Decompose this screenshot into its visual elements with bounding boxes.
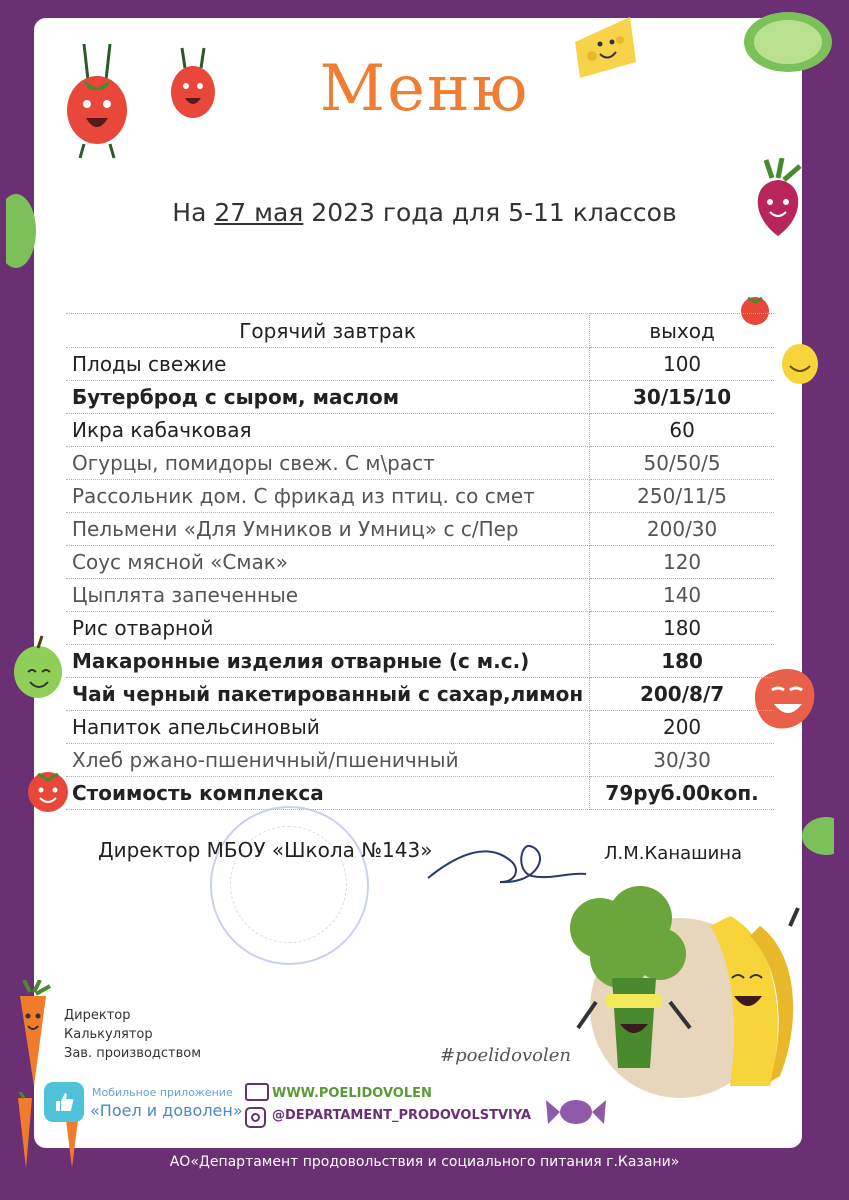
dish-yield: 200 bbox=[590, 711, 774, 744]
staff-list bbox=[64, 1006, 201, 1063]
dish-yield: 30/15/10 bbox=[590, 381, 774, 414]
menu-row bbox=[66, 480, 774, 513]
apple-icon bbox=[8, 632, 64, 702]
dish-name: Икра кабачковая bbox=[66, 414, 590, 447]
dish-name: Плоды свежие bbox=[66, 348, 590, 381]
staff-production-head: Зав. производством bbox=[64, 1046, 202, 1061]
menu-date-line bbox=[0, 198, 849, 227]
dish-yield: 79руб.00коп. bbox=[590, 777, 774, 810]
dish-name: Соус мясной «Смак» bbox=[66, 546, 590, 579]
column-header-yield: выход bbox=[590, 314, 774, 348]
candy-icon bbox=[544, 1092, 608, 1132]
subtitle-prefix: На bbox=[172, 198, 207, 227]
menu-row bbox=[66, 711, 774, 744]
hashtag: #poelidovolen bbox=[440, 1045, 571, 1066]
dish-name: Бутерброд с сыром, маслом bbox=[66, 381, 590, 414]
menu-date: 27 мая bbox=[214, 198, 304, 227]
carrot-icon bbox=[6, 980, 60, 1090]
dish-name: Пельмени «Для Умников и Умниц» с с/Пер bbox=[66, 513, 590, 546]
dish-yield: 200/30 bbox=[590, 513, 774, 546]
app-caption: Мобильное приложение bbox=[92, 1086, 233, 1099]
tomato-icon bbox=[24, 766, 72, 814]
menu-table-body bbox=[66, 348, 774, 810]
instagram-icon bbox=[245, 1107, 266, 1128]
menu-row bbox=[66, 513, 774, 546]
dish-yield: 200/8/7 bbox=[590, 678, 774, 711]
dish-yield: 140 bbox=[590, 579, 774, 612]
menu-row bbox=[66, 612, 774, 645]
menu-row bbox=[66, 744, 774, 777]
app-name: «Поел и доволен» bbox=[90, 1101, 243, 1120]
page-title: Меню bbox=[319, 52, 530, 126]
dish-name: Чай черный пакетированный с сахар,лимон bbox=[66, 678, 590, 711]
menu-table bbox=[66, 313, 774, 810]
menu-row bbox=[66, 678, 774, 711]
instagram-link[interactable]: @DEPARTAMENT_PRODOVOLSTVIYA bbox=[272, 1108, 532, 1123]
menu-row bbox=[66, 381, 774, 414]
dish-name: Рис отварной bbox=[66, 612, 590, 645]
subtitle-suffix: 2023 года для 5-11 классов bbox=[311, 198, 677, 227]
menu-row bbox=[66, 447, 774, 480]
dish-yield: 120 bbox=[590, 546, 774, 579]
cucumber-icon bbox=[800, 815, 834, 857]
dish-yield: 30/30 bbox=[590, 744, 774, 777]
dish-name: Хлеб ржано-пшеничный/пшеничный bbox=[66, 744, 590, 777]
dish-name: Стоимость комплекса bbox=[66, 777, 590, 810]
menu-row bbox=[66, 777, 774, 810]
menu-row bbox=[66, 546, 774, 579]
dish-name: Огурцы, помидоры свеж. С м\раст bbox=[66, 447, 590, 480]
staff-director: Директор bbox=[64, 1008, 131, 1023]
menu-row bbox=[66, 645, 774, 678]
like-icon bbox=[44, 1082, 84, 1122]
dish-name: Напиток апельсиновый bbox=[66, 711, 590, 744]
website-link[interactable]: WWW.POELIDOVOLEN bbox=[272, 1086, 432, 1101]
lemon-icon bbox=[778, 342, 818, 386]
director-name: Л.М.Канашина bbox=[604, 843, 743, 864]
dish-yield: 50/50/5 bbox=[590, 447, 774, 480]
web-icon bbox=[245, 1083, 269, 1101]
column-header-dish: Горячий завтрак bbox=[66, 314, 590, 348]
dish-yield: 250/11/5 bbox=[590, 480, 774, 513]
dish-yield: 60 bbox=[590, 414, 774, 447]
signature-icon bbox=[420, 832, 590, 892]
menu-row bbox=[66, 348, 774, 381]
dish-name: Цыплята запеченные bbox=[66, 579, 590, 612]
banana-icon bbox=[690, 896, 810, 1096]
menu-header-row bbox=[66, 314, 774, 348]
dish-name: Макаронные изделия отварные (с м.с.) bbox=[66, 645, 590, 678]
staff-calculator: Калькулятор bbox=[64, 1027, 153, 1042]
menu-row bbox=[66, 414, 774, 447]
dish-yield: 100 bbox=[590, 348, 774, 381]
footer-org: АО«Департамент продовольствия и социального питания г.Казани» bbox=[169, 1154, 680, 1170]
dish-name: Рассольник дом. С фрикад из птиц. со смет bbox=[66, 480, 590, 513]
menu-row bbox=[66, 579, 774, 612]
dish-yield: 180 bbox=[590, 612, 774, 645]
dish-yield: 180 bbox=[590, 645, 774, 678]
director-title: Директор МБОУ «Школа №143» bbox=[98, 838, 433, 862]
stamp-icon bbox=[210, 806, 369, 965]
